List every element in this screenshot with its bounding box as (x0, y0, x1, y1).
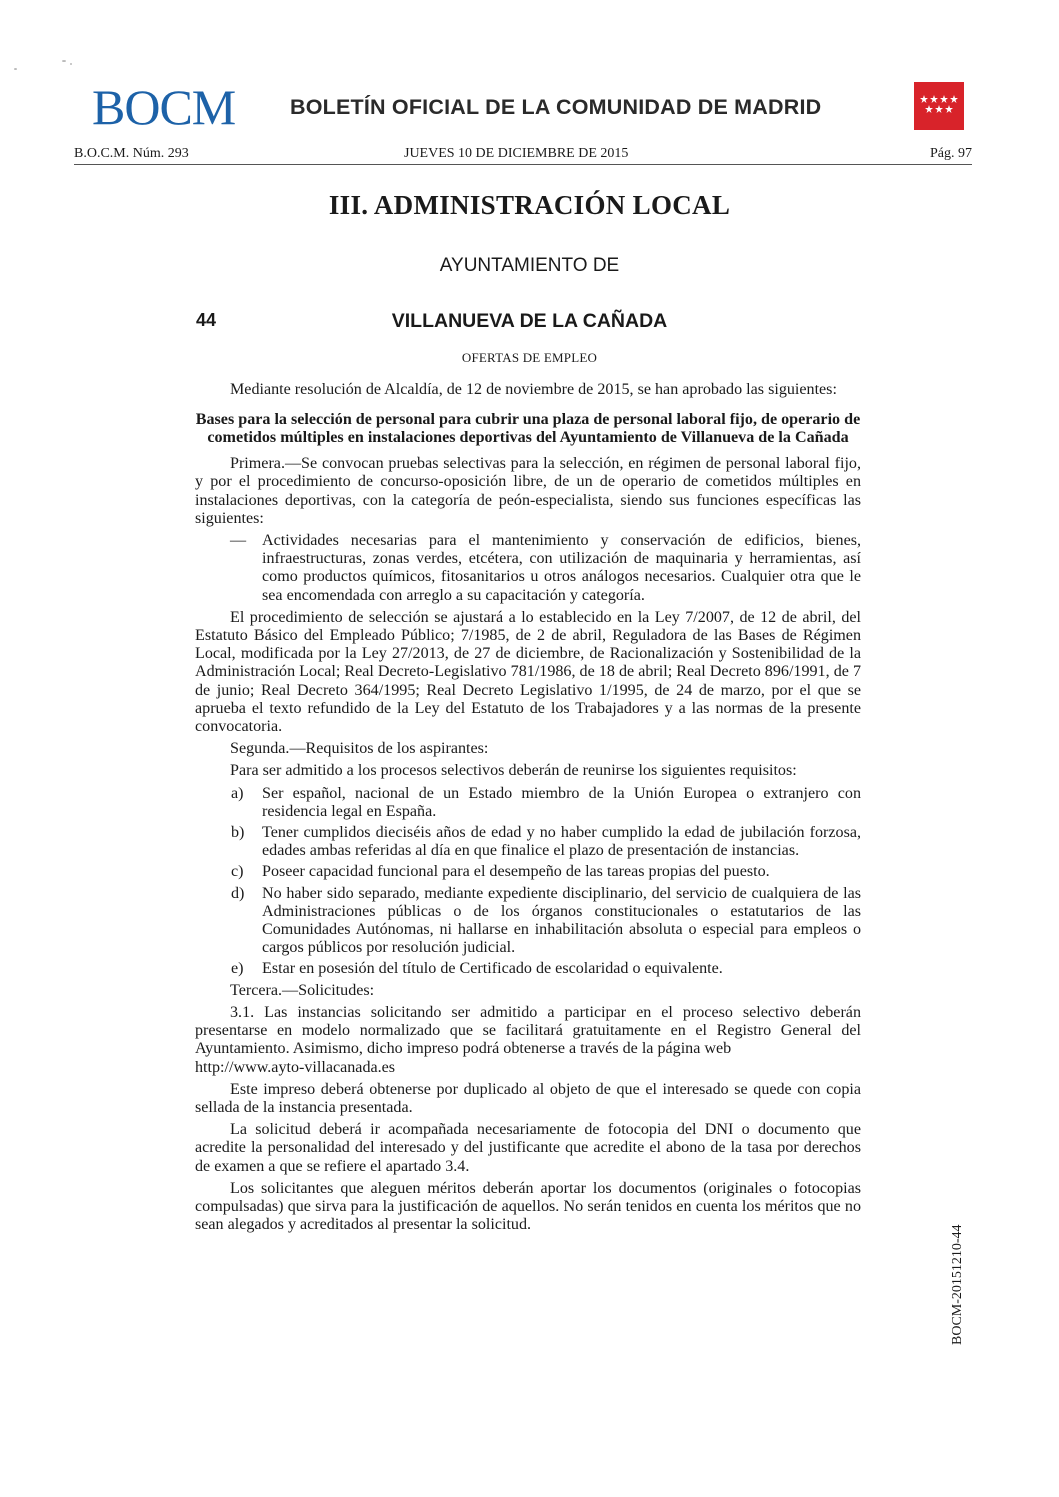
requisitos-intro: Para ser admitido a los procesos selectivos deberán de reunirse los siguientes requisitos: (230, 762, 797, 780)
requisito-marker: e) (231, 960, 244, 978)
requisito-marker: d) (231, 884, 245, 902)
scan-speck (62, 60, 66, 62)
intro-paragraph: Mediante resolución de Alcaldía, de 12 de noviembre de 2015, se han aprobado las siguientes: (230, 381, 837, 398)
bulletin-header (92, 79, 972, 135)
scan-speck (70, 63, 72, 65)
paragraph-3-1: 3.1. Las instancias solicitando ser admitido a participar en el proceso selectivo deberán presentarse en modelo normalizado que se facilitará gratuitamente en el Registro General del Ayuntamiento. Asimismo, dicho impreso podrá obtenerse a través de la página web (195, 1003, 861, 1058)
requisito-text: Estar en posesión del título de Certificado de escolaridad o equivalente. (262, 960, 723, 978)
ayuntamiento-label: AYUNTAMIENTO DE (439, 255, 620, 276)
meritos-paragraph: Los solicitantes que aleguen méritos deberán aportar los documentos (originales o fotocopias compulsadas) que sirva para la justificación de aquellos. No serán tenidos en cuenta los méritos que no sean alegados y acreditados al presentar la solicitud. (195, 1179, 861, 1234)
section-title: III. ADMINISTRACIÓN LOCAL (328, 190, 731, 220)
town-name: VILLANUEVA DE LA CAÑADA (391, 310, 668, 332)
requisito-marker: c) (231, 863, 244, 881)
document-side-id: BOCM-20151210-44 (950, 1224, 965, 1345)
bulletin-date: JUEVES 10 DE DICIEMBRE DE 2015 (404, 146, 629, 161)
requisito-item (195, 863, 861, 881)
bulletin-subline (74, 146, 972, 166)
madrid-flag-icon (914, 82, 964, 130)
procedimiento-paragraph: El procedimiento de selección se ajustará a lo establecido en la Ley 7/2007, de 12 de abril, del Estatuto Básico del Empleado Público; 7/1985, de 2 de abril, Reguladora de las Bases de Régimen Local, modificada por la Ley 27/2013, de 27 de diciembre, de Racionalización y Sostenibilidad de la Administración Local; Real Decreto-Legislativo 781/1986, de 18 de abril; Real Decreto 896/1991, de 7 de junio; Real Decreto 364/1995; Real Decreto Legislativo 1/1995, de 24 de marzo, por el que se aprueba el texto refundido de la Ley del Estatuto de los Trabajadores y a las normas de la presente convocatoria. (195, 608, 861, 736)
bulletin-title: BOLETÍN OFICIAL DE LA COMUNIDAD DE MADRID (290, 95, 822, 119)
requisito-item (195, 785, 861, 821)
bocm-logo: BOCM (92, 79, 236, 135)
bases-title: Bases para la selección de personal para cubrir una plaza de personal laboral fijo, de operario de cometidos múltiples en instalaciones deportivas del Ayuntamiento de Villanueva de la Cañada (195, 411, 861, 447)
bulletin-number: B.O.C.M. Núm. 293 (74, 146, 189, 161)
requisito-item (195, 824, 861, 860)
requisito-item (195, 885, 861, 958)
functions-text: Actividades necesarias para el mantenimiento y conservación de edificios, bienes, infraestructuras, zonas verdes, etcétera, con utilización de maquinaria y herramientas, así como productos químicos, fitosanitarios u otros análogos necesarios. Cualquier otra que le sea encomendada con arreglo a su capacitación y categoría. (262, 532, 861, 604)
solicitud-paragraph: La solicitud deberá ir acompañada necesariamente de fotocopia del DNI o documento que acredite la personalidad del interesado y del justificante que acredite el abono de la tasa por derechos de examen a que se refiere el apartado 3.4. (195, 1121, 861, 1175)
website-url: http://www.ayto-villacanada.es (195, 1058, 396, 1076)
requisito-text: Tener cumplidos dieciséis años de edad y no haber cumplido la edad de jubilación forzosa, edades ambas referidas al día en que finalice el plazo de presentación de instancias. (262, 824, 861, 860)
requisito-marker: b) (231, 824, 245, 842)
requisito-item (195, 960, 861, 978)
segunda-heading: Segunda.—Requisitos de los aspirantes: (230, 740, 489, 758)
announcement-subject: OFERTAS DE EMPLEO (461, 350, 598, 365)
impreso-paragraph: Este impreso deberá obtenerse por duplicado al objeto de que el interesado se quede con copia sellada de la instancia presentada. (195, 1080, 861, 1116)
requisito-text: No haber sido separado, mediante expediente disciplinario, del servicio de cualquiera de las Administraciones públicas o de los órganos constitucionales o estatutarios de las Comunidades Autónomas, ni hallarse en inhabilitación absoluta o especial para empleos o cargos públicos por resolución judicial. (262, 884, 861, 957)
page-number: Pág. 97 (930, 146, 972, 161)
functions-list-item (195, 532, 861, 605)
primera-paragraph: Primera.—Se convocan pruebas selectivas para la selección, en régimen de personal laboral fijo, y por el procedimiento de concurso-oposición libre, de un de operario de cometidos múltiples en instalaciones deportivas, con la categoría de peón-especialista, siendo sus funciones específicas las siguientes: (195, 455, 861, 527)
announcement-number: 44 (196, 310, 217, 330)
tercera-heading: Tercera.—Solicitudes: (230, 981, 375, 999)
requisito-text: Ser español, nacional de un Estado miembro de la Unión Europea o extranjero con residencia legal en España. (262, 784, 861, 820)
requisito-marker: a) (231, 784, 244, 802)
dash-marker: — (230, 532, 247, 550)
scan-speck (14, 68, 17, 70)
requisito-text: Poseer capacidad funcional para el desempeño de las tareas propias del puesto. (262, 863, 770, 881)
header-rule (74, 164, 972, 165)
announcement-body (195, 381, 861, 1238)
